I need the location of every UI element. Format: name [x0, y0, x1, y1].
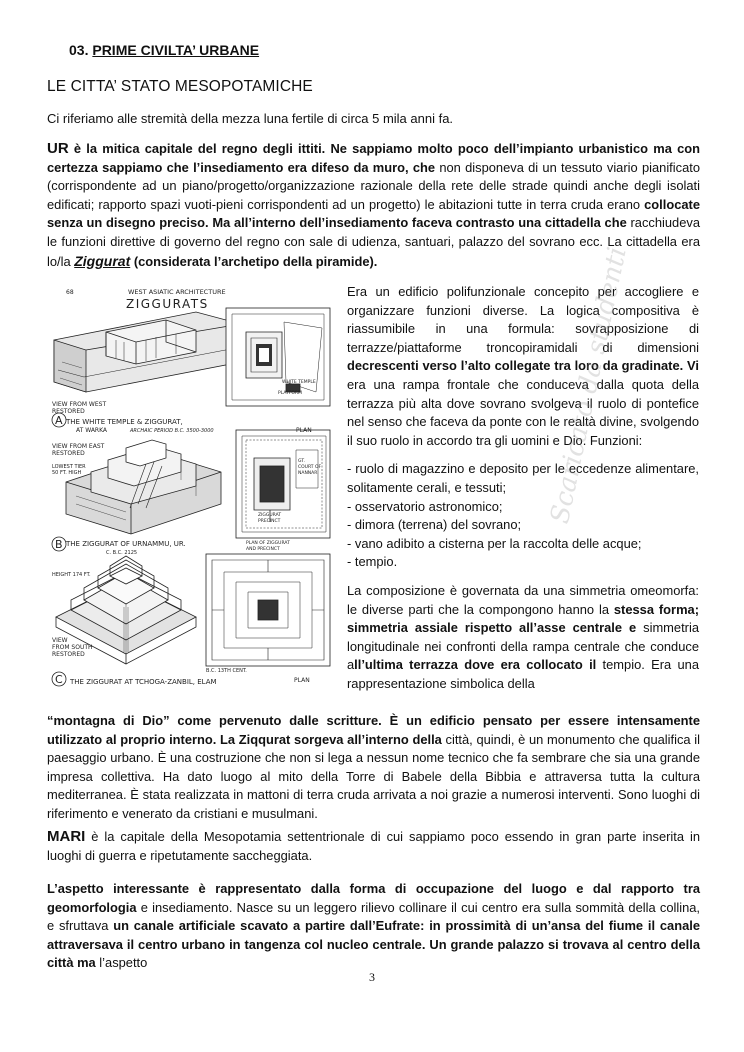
watermark: Scaricato da studenti [545, 244, 633, 527]
right-text-3: era una rampa frontale che conduceva dalla quota della terrazza più alta dove sovrano svolgeva il ruolo di pontefice nel senso che faceva da ponte con le realtà divine, svolgendo il suo ruolo in accordo tra gli uomini e Dio. Funzioni: [347, 376, 699, 448]
mari-text: è la capitale della Mesopotamia settentrionale di cui sappiamo poco essendo in gran parte inserita in luoghi di guerra e ripetutamente saccheggiata. [47, 829, 700, 863]
right-text-bold-2: decrescenti verso l’alto collegate tra loro da gradinate. Vi [347, 358, 699, 374]
c-height: HEIGHT 174 FT. [52, 572, 91, 578]
figure-page-no: 68 [66, 289, 74, 296]
a-plan-label: PLAN [296, 427, 312, 434]
ur-text-bold-3: collocate senza un disegno preciso. Ma all’interno dell’insediamento faceva contrasto una cittadella che [47, 196, 700, 231]
c-view-3: RESTORED [52, 651, 85, 658]
chapter-title: PRIME CIVILTA’ URBANE [92, 42, 260, 58]
mari-paragraph [47, 828, 700, 865]
chapter-number: 03. [69, 42, 89, 58]
right-text-1: Era un edificio polifunzionale concepito per accogliere e organizzare funzioni diverse. La logica compositiva è riassumibile in una formula: sovrapposizione di terrazze/piattaforme troncopiramidali di dimensioni [347, 284, 699, 355]
ziggurat-description [347, 283, 699, 693]
list-item: - tempio. [347, 554, 398, 570]
b-plan-1: PLAN OF ZIGGURAT [246, 541, 290, 546]
chapter-heading [69, 42, 259, 58]
ur2-bold: “montagna di Dio” come pervenuto dalle scritture. È un edificio pensato per essere intensamente utilizzato al proprio interno. La Ziqqurat sorgeva all’interno della [47, 713, 700, 747]
figure-title: ZIGGURATS [126, 297, 209, 311]
b-lowest-2: 50 FT. HIGH [52, 470, 82, 476]
b-lowest-1: LOWEST TIER [52, 464, 86, 470]
panel-letter-a: A [55, 414, 63, 427]
ur2-text: città, quindi, è un monumento che qualifica il paesaggio urbano. È una costruzione che non si lega a nessun nome tecnico che fa sembrare che sia una grande impresa collettiva. Ha dato luogo al mito della Torre di Babele della Bibbia e attraversa tutta la cultura mediterranea. È stata realizzata in mattoni di terra cruda arrivata a noi grazie a numerosi interventi. Sono luoghi di riferimento e venerato da cristiani e musulmani. [47, 731, 700, 821]
c-date: B.C. 13TH CENT. [206, 668, 247, 674]
a-view-2: RESTORED [52, 408, 85, 415]
ur-text-bold-5: (considerata l’archetipo della piramide). [130, 253, 378, 269]
panel-letter-b: B [55, 538, 63, 551]
ziggurat-term: Ziggurat [74, 252, 131, 269]
b-plan-2: AND PRECINCT [246, 547, 280, 552]
ur-text-2: non disponeva di un tessuto viario pianificato (corrispondente ad un piano/progetto/organizzazione razionale della rete delle strade quindi anche degli isolati edificati; rapporto spazi vuoti-pieni corrispondenti ad un progetto) le abitazioni tutte in terra cruda erano [47, 159, 700, 212]
panel-letter-c: C [55, 673, 63, 686]
c-plan-label: PLAN [294, 677, 310, 684]
c-view-2: FROM SOUTH [52, 644, 93, 651]
c-view-1: VIEW [52, 637, 68, 644]
right-comp-3: simmetria longitudinale nei confronti della rampa centrale che conduce a [347, 620, 699, 673]
list-item: - dimora (terrena) del sovrano; [347, 517, 522, 533]
a-caption: THE WHITE TEMPLE & ZIGGURAT, [66, 418, 183, 426]
right-comp-bold-2: stessa forma; simmetria assiale rispetto all’asse centrale e [347, 601, 699, 636]
b-view-2: RESTORED [52, 450, 85, 457]
ziggurat-paragraph-1 [347, 283, 699, 450]
functions-list [347, 460, 699, 572]
intro-paragraph: Ci riferiamo alle stremità della mezza luna fertile di circa 5 mila anni fa. [47, 111, 454, 126]
a-temple-label: WHITE TEMPLE [282, 380, 316, 385]
c-caption: THE ZIGGURAT AT TCHOGA-ZANBIL, ELAM [70, 678, 217, 686]
b-date: C. B.C. 2125 [106, 550, 138, 556]
b-court-2: COURT OF [298, 465, 322, 470]
right-comp-5: tempio. Era una rappresentazione simbolica della [347, 657, 699, 691]
b-court-3: NANNAR [298, 471, 318, 476]
a-view-1: VIEW FROM WEST [52, 401, 107, 408]
mari-bold-1: L’aspetto interessante è rappresentato dalla forma di occupazione del luogo e dal rapporto tra geomorfologia [47, 881, 700, 915]
mari-name: MARI [47, 828, 86, 845]
list-item: - ruolo di magazzino e deposito per le eccedenze alimentare, solitamente cerali, e tessuti; [347, 461, 699, 495]
a-period: ARCHAIC PERIOD B.C. 3500-3000 [130, 428, 214, 434]
ziggurats-illustration [46, 282, 338, 692]
mari-text-4: l’aspetto [95, 955, 148, 971]
b-zig-2: PRECINCT [258, 519, 281, 524]
mari-geomorphology-paragraph [47, 880, 700, 973]
composition-paragraph [347, 582, 699, 694]
mari-bold-3: un canale artificiale scavato a partire dall’Eufrate: in prossimità di un’ansa del fiume il canale attraversava il centro urbano in tangenza col nucleo centrale. Un grande palazzo si trovava al centro della città ma [47, 918, 700, 971]
right-comp-bold-4: ll’ultima terrazza dove era collocato il [354, 657, 597, 673]
b-zig-1: ZIGGURAT [258, 513, 282, 518]
mari-text-2: e insediamento. Nasce su un leggero rilievo collinare il cui centro era sulla sommità della collina, e sfruttava [47, 899, 700, 934]
list-item: - vano adibito a cisterna per la raccolta delle acque; [347, 535, 642, 551]
section-title: LE CITTA’ STATO MESOPOTAMICHE [47, 78, 313, 95]
ziggurats-figure [46, 282, 338, 692]
figure-header: WEST ASIATIC ARCHITECTURE [128, 288, 226, 296]
ur-text-4: racchiudeva le funzioni direttive di governo del regno con sale di udienza, santuari, palazzo del sovrano ecc. La cittadella era lo/la [47, 215, 700, 269]
b-view-1: VIEW FROM EAST [52, 443, 105, 450]
list-item: - osservatorio astronomico; [347, 498, 503, 514]
page-number: 3 [369, 970, 375, 984]
a-platform-label: PLATFORM [278, 391, 302, 396]
b-caption: THE ZIGGURAT OF URNAMMU, UR. [66, 540, 186, 548]
right-comp-1: La composizione è governata da una simmetria omeomorfa: le diverse parti che la compongono hanno la [347, 582, 699, 617]
ur-continuation-paragraph [47, 712, 700, 824]
ur-text-bold-1: è la mitica capitale del regno degli ittiti. Ne sappiamo molto poco dell’impianto urbanistico ma con certezza sappiamo che l’insediamento era difeso da muro, che [47, 141, 700, 175]
a-caption-2: AT WARKA [76, 427, 108, 434]
ur-name: UR [47, 140, 69, 157]
b-court-1: GT. [298, 459, 305, 464]
